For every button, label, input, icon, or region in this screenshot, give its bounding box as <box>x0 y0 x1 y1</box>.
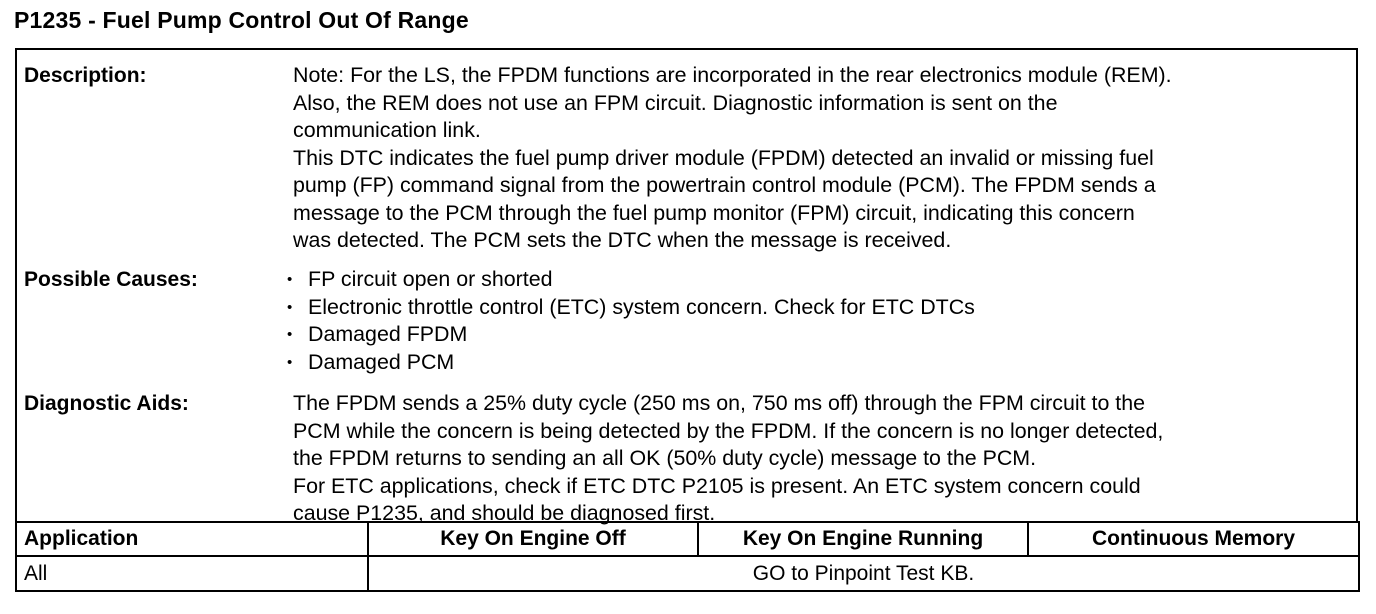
cell-application: All <box>16 556 368 591</box>
diagnostic-aids-line: the FPDM returns to sending an all OK (50% duty cycle) message to the PCM. <box>293 446 1037 470</box>
header-continuous-memory: Continuous Memory <box>1028 522 1359 556</box>
application-table <box>15 521 1360 592</box>
header-koeo: Key On Engine Off <box>368 522 698 556</box>
possible-causes-label: Possible Causes: <box>24 268 198 291</box>
diagnostic-aids-text <box>293 390 1353 528</box>
cause-item: • Electronic throttle control (ETC) system concern. Check for ETC DTCs <box>287 294 1347 322</box>
description-line: Note: For the LS, the FPDM functions are incorporated in the rear electronics module (REM). <box>293 63 1172 87</box>
header-koer: Key On Engine Running <box>698 522 1028 556</box>
cause-item: • FP circuit open or shorted <box>287 266 1347 294</box>
possible-causes-list <box>287 266 1347 376</box>
cell-action: GO to Pinpoint Test KB. <box>368 556 1359 591</box>
description-line: was detected. The PCM sets the DTC when the message is received. <box>293 228 952 252</box>
description-line: Also, the REM does not use an FPM circuit. Diagnostic information is sent on the <box>293 90 1058 115</box>
description-label: Description: <box>24 64 147 87</box>
diagnostic-aids-label: Diagnostic Aids: <box>24 392 189 415</box>
cause-item: • Damaged FPDM <box>287 321 1347 349</box>
description-line: communication link. <box>293 118 481 142</box>
description-text <box>293 62 1353 255</box>
dtc-info-box <box>15 48 1358 525</box>
description-line: message to the PCM through the fuel pump monitor (FPM) circuit, indicating this concern <box>293 200 1135 225</box>
description-line: This DTC indicates the fuel pump driver module (FPDM) detected an invalid or missing fuel <box>293 145 1154 170</box>
table-row <box>16 556 1359 591</box>
diagnostic-aids-line: The FPDM sends a 25% duty cycle (250 ms on, 750 ms off) through the FPM circuit to the <box>293 391 1146 415</box>
table-header-row <box>16 522 1359 556</box>
diagnostic-aids-line: For ETC applications, check if ETC DTC P2105 is present. An ETC system concern could <box>293 473 1141 498</box>
cause-item: • Damaged PCM <box>287 349 1347 377</box>
header-application: Application <box>16 522 368 556</box>
page-title: P1235 - Fuel Pump Control Out Of Range <box>14 7 469 33</box>
description-line: pump (FP) command signal from the powertrain control module (PCM). The FPDM sends a <box>293 173 1156 197</box>
diagnostic-aids-line: cause P1235, and should be diagnosed first. <box>293 501 716 525</box>
diagnostic-aids-line: PCM while the concern is being detected by the FPDM. If the concern is no longer detected, <box>293 418 1164 443</box>
